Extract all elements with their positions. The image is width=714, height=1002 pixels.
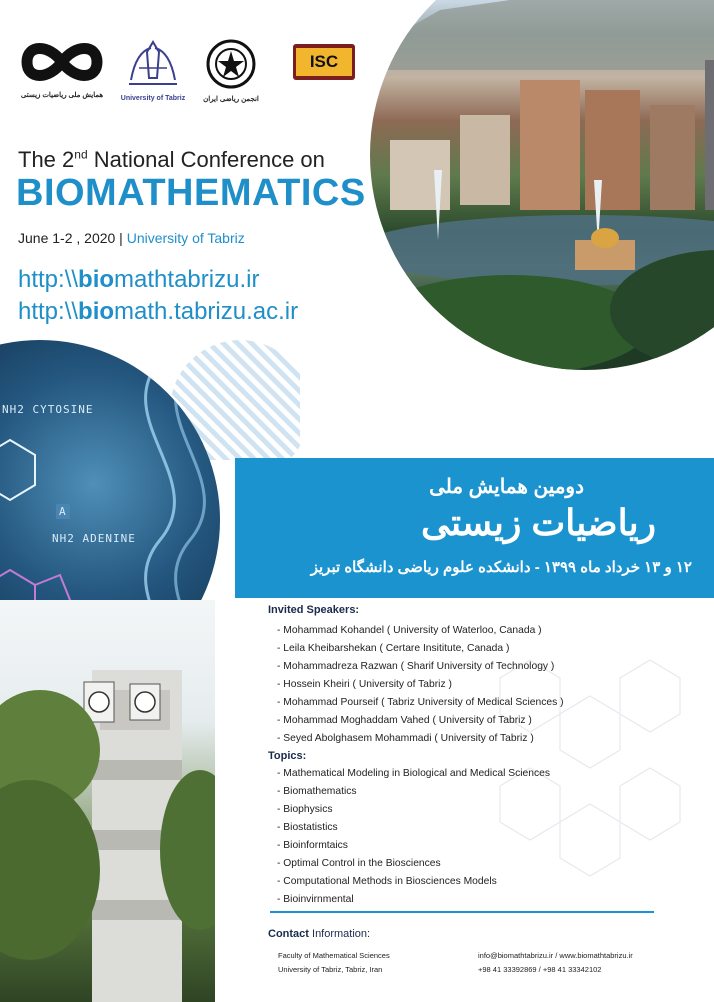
speaker-item: - Seyed Abolghasem Mohammadi ( University of Tabriz ) — [277, 733, 534, 744]
topic-item: - Biostatistics — [277, 822, 338, 833]
website-link-1[interactable]: http:\\biomathtabrizu.ir — [18, 266, 260, 293]
conference-title: The 2nd National Conference on — [18, 147, 325, 172]
contact-address-1: Faculty of Mathematical Sciences — [278, 951, 390, 960]
speaker-item: - Leila Kheibarshekan ( Certare Insititute, Canada ) — [277, 643, 510, 654]
tower-photo — [0, 600, 215, 1002]
banner-line-1: دومین همایش ملی — [429, 476, 584, 498]
infinity-icon — [19, 38, 105, 86]
tabriz-emblem-icon — [121, 38, 185, 90]
ims-logo — [198, 38, 264, 103]
ims-seal-icon — [205, 38, 257, 90]
tabriz-logo — [118, 38, 188, 102]
website-link-2[interactable]: http:\\biomath.tabrizu.ac.ir — [18, 298, 299, 325]
isc-logo-caption: ISC — [309, 52, 339, 71]
contact-phone: +98 41 33392869 / +98 41 33342102 — [478, 965, 602, 974]
topic-item: - Bioinformtaics — [277, 840, 348, 851]
topic-item: - Biomathematics — [277, 786, 357, 797]
topic-item: - Optimal Control in the Biosciences — [277, 858, 441, 869]
city-photo-illustration — [370, 0, 714, 370]
cytosine-label: NH2 CYTOSINE — [2, 403, 94, 416]
persian-banner — [235, 458, 714, 598]
topic-item: - Mathematical Modeling in Biological and Medical Sciences — [277, 768, 551, 779]
isc-logo — [293, 44, 359, 80]
banner-line-2: ریاضیات زیستی — [420, 502, 656, 543]
speaker-item: - Hossein Kheiri ( University of Tabriz ) — [277, 679, 452, 690]
biomath-logo-caption: همایش ملی ریاضیات زیستی — [20, 92, 104, 99]
topic-item: - Bioinvirnmental — [277, 894, 354, 905]
conference-main-title: BIOMATHEMATICS — [16, 172, 366, 214]
city-photo — [370, 0, 714, 370]
adenine-marker: A — [56, 504, 70, 519]
conference-date: June 1-2 , 2020 | University of Tabriz — [18, 230, 245, 246]
speaker-item: - Mohammad Pourseif ( Tabriz University of Medical Sciences ) — [277, 697, 564, 708]
speaker-item: - Mohammad Kohandel ( University of Waterloo, Canada ) — [277, 625, 542, 636]
speakers-heading: Invited Speakers: — [268, 604, 360, 616]
speaker-item: - Mohammadreza Razwan ( Sharif University of Technology ) — [277, 661, 555, 672]
contact-email[interactable]: info@biomathtabrizu.ir / www.biomathtabrizu.ir — [478, 951, 633, 960]
biomath-logo — [18, 38, 106, 99]
contact-address-2: University of Tabriz, Tabriz, Iran — [278, 965, 383, 974]
contact-heading: Contact Information: — [268, 928, 371, 940]
speaker-item: - Mohammad Moghaddam Vahed ( University of Tabriz ) — [277, 715, 532, 726]
banner-line-3: ۱۲ و ۱۳ خرداد ماه ۱۳۹۹ - دانشکده علوم ریاضی دانشگاه تبریز — [310, 559, 692, 576]
clock-tower-illustration — [0, 600, 215, 1002]
topic-item: - Biophysics — [277, 804, 333, 815]
ims-logo-caption: انجمن ریاضی ایران — [203, 96, 259, 103]
topic-item: - Computational Methods in Biosciences Models — [277, 876, 497, 887]
tabriz-logo-caption: University of Tabriz — [120, 95, 186, 102]
section-divider — [270, 911, 654, 913]
topics-heading: Topics: — [268, 750, 307, 762]
adenine-label: NH2 ADENINE — [52, 532, 136, 545]
